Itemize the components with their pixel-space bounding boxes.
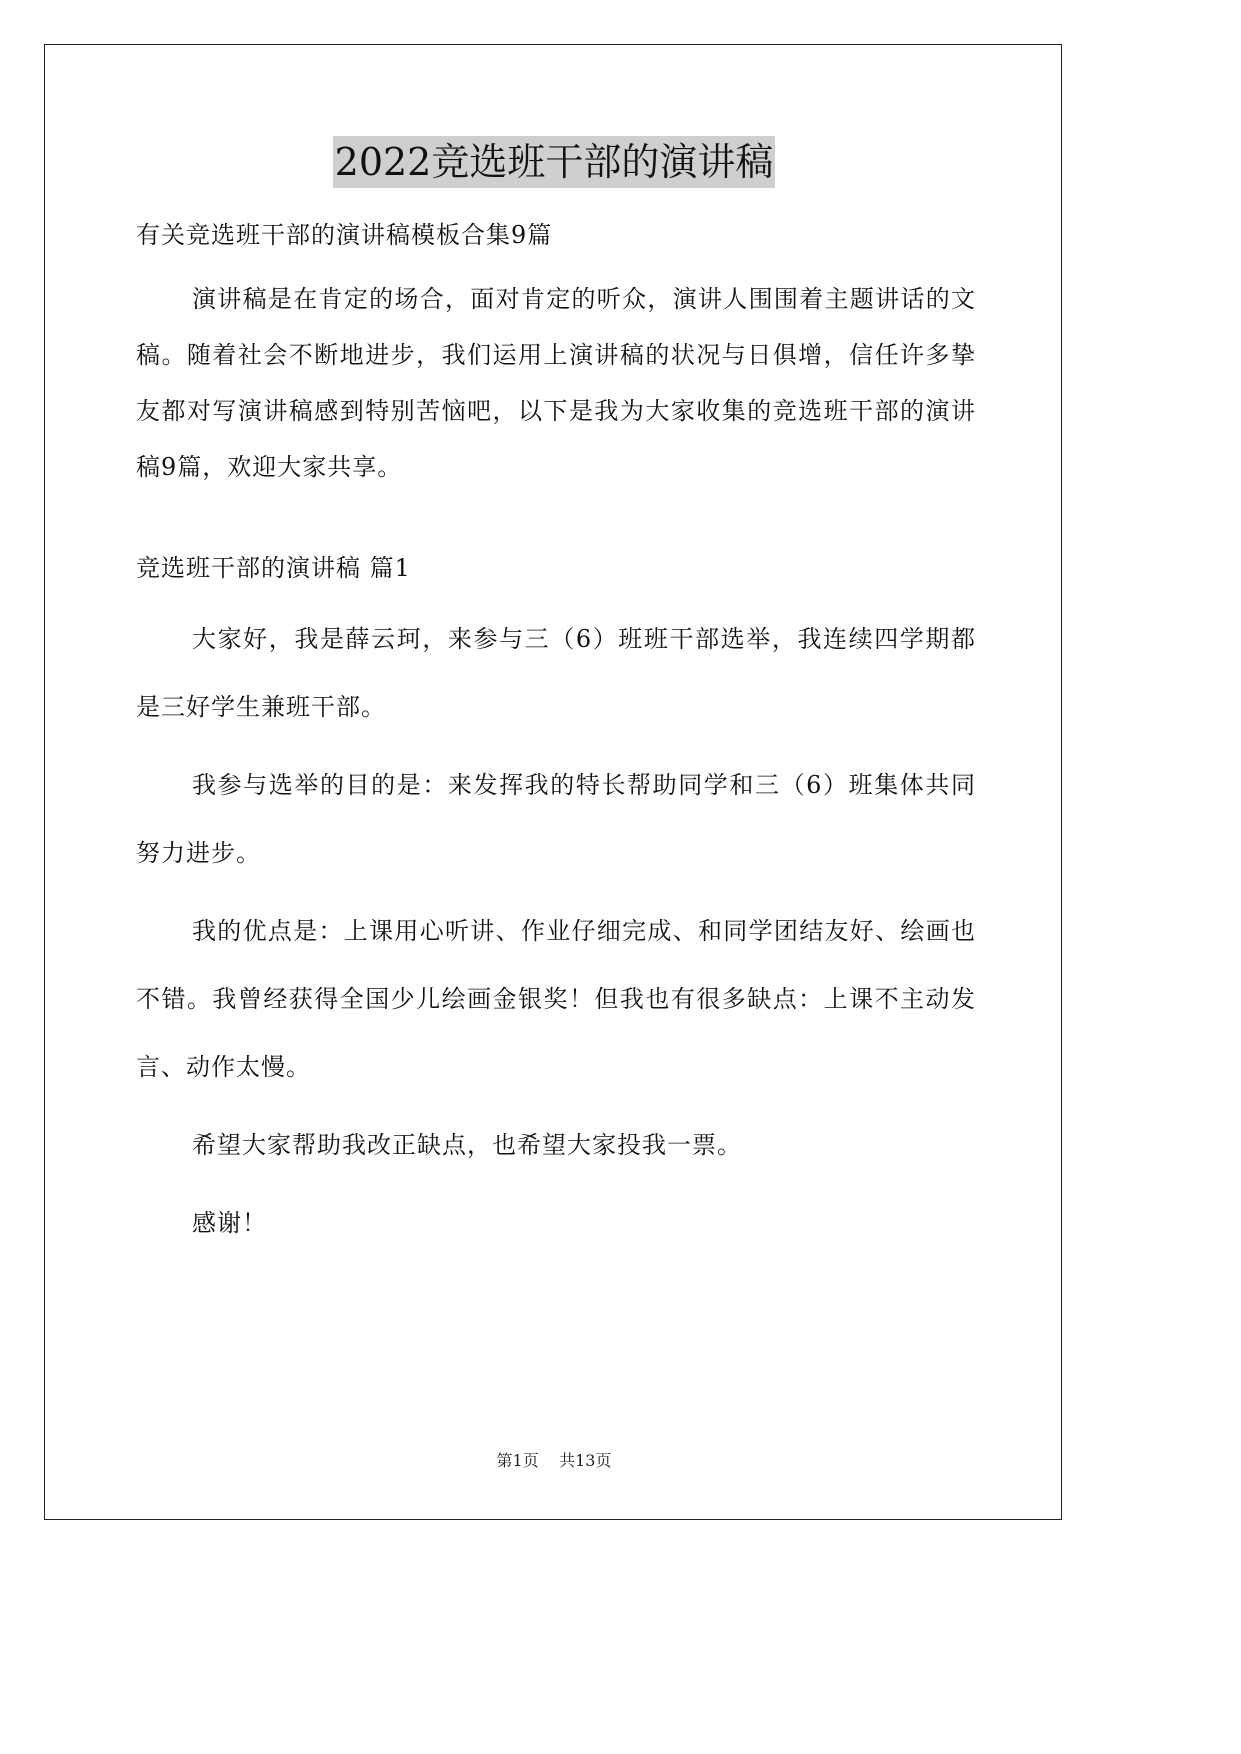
body-paragraph: 我的优点是：上课用心听讲、作业仔细完成、和同学团结友好、绘画也不错。我曾经获得全国少儿绘画金银奖！但我也有很多缺点：上课不主动发言、动作太慢。	[136, 917, 976, 1081]
intro-paragraph: 演讲稿是在肯定的场合，面对肯定的听众，演讲人围围着主题讲话的文稿。随着社会不断地进步，我们运用上演讲稿的状况与日俱增，信任许多挚友都对写演讲稿感到特别苦恼吧，以下是我为大家收集的竞选班干部的演讲稿9篇，欢迎大家共享。	[136, 285, 976, 481]
section-title: 竞选班干部的演讲稿 篇1	[136, 554, 411, 582]
page-total: 共13页	[559, 1451, 612, 1470]
document-subtitle: 有关竞选班干部的演讲稿模板合集9篇	[136, 221, 553, 249]
body-paragraph: 我参与选举的目的是：来发挥我的特长帮助同学和三（6）班集体共同努力进步。	[136, 771, 976, 867]
body-paragraph: 大家好，我是薛云珂，来参与三（6）班班干部选举，我连续四学期都是三好学生兼班干部。	[136, 625, 976, 721]
title-area	[0, 136, 1108, 188]
document-title: 2022竞选班干部的演讲稿	[333, 136, 776, 188]
page-footer	[0, 1449, 1108, 1473]
page-number: 第1页	[496, 1451, 539, 1470]
body-paragraph: 感谢！	[192, 1209, 267, 1237]
body-paragraph: 希望大家帮助我改正缺点，也希望大家投我一票。	[192, 1131, 742, 1159]
document-body	[136, 208, 976, 1267]
section-spacer	[136, 495, 976, 541]
